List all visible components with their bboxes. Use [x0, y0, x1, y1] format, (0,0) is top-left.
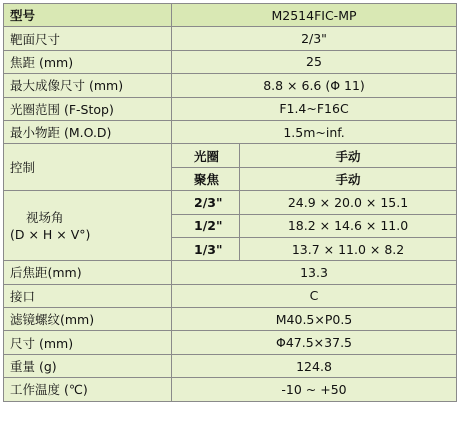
sensor-size: 2/3" — [172, 191, 240, 214]
row-value: 13.3 — [172, 261, 457, 284]
table-row — [4, 284, 457, 307]
view-angle-value: 24.9 × 20.0 × 15.1 — [240, 191, 457, 214]
table-row — [4, 27, 457, 50]
row-value: C — [172, 284, 457, 307]
row-value: M40.5×P0.5 — [172, 308, 457, 331]
view-angle-value: 13.7 × 11.0 × 8.2 — [240, 237, 457, 260]
row-value: 8.8 × 6.6 (Φ 11) — [172, 74, 457, 97]
row-label: 滤镜螺纹(mm) — [4, 308, 172, 331]
view-angle-title: 视场角 — [26, 209, 64, 225]
row-label: 重量 (g) — [4, 354, 172, 377]
row-value: 25 — [172, 50, 457, 73]
table-row — [4, 331, 457, 354]
control-label: 控制 — [4, 144, 172, 191]
model-value: M2514FIC-MP — [172, 4, 457, 27]
table-row — [4, 261, 457, 284]
row-label: 焦距 (mm) — [4, 50, 172, 73]
row-label: 靶面尺寸 — [4, 27, 172, 50]
row-value: 1.5m~inf. — [172, 120, 457, 143]
row-label: 最小物距 (M.O.D) — [4, 120, 172, 143]
model-label: 型号 — [4, 4, 172, 27]
row-label: 后焦距(mm) — [4, 261, 172, 284]
table-row — [4, 74, 457, 97]
table-row — [4, 120, 457, 143]
view-angle-value: 18.2 × 14.6 × 11.0 — [240, 214, 457, 237]
view-angle-label — [4, 191, 172, 261]
table-row — [4, 50, 457, 73]
sensor-size: 1/3" — [172, 237, 240, 260]
table-row — [4, 144, 457, 167]
table-row — [4, 354, 457, 377]
row-value: Φ47.5×37.5 — [172, 331, 457, 354]
row-value: 2/3" — [172, 27, 457, 50]
table-row — [4, 308, 457, 331]
view-angle-formula: (D × H × V°) — [10, 226, 91, 242]
row-value: F1.4~F16C — [172, 97, 457, 120]
table-row — [4, 97, 457, 120]
control-sub-label: 光圈 — [172, 144, 240, 167]
row-value: -10 ~ +50 — [172, 378, 457, 401]
row-label: 尺寸 (mm) — [4, 331, 172, 354]
control-sub-label: 聚焦 — [172, 167, 240, 190]
table-header-row — [4, 4, 457, 27]
row-label: 光圈范围 (F-Stop) — [4, 97, 172, 120]
spec-table — [3, 3, 457, 402]
row-label: 最大成像尺寸 (mm) — [4, 74, 172, 97]
control-value: 手动 — [240, 144, 457, 167]
sensor-size: 1/2" — [172, 214, 240, 237]
table-row — [4, 191, 457, 214]
control-value: 手动 — [240, 167, 457, 190]
row-label: 接口 — [4, 284, 172, 307]
row-value: 124.8 — [172, 354, 457, 377]
table-row — [4, 378, 457, 401]
row-label: 工作温度 (℃) — [4, 378, 172, 401]
